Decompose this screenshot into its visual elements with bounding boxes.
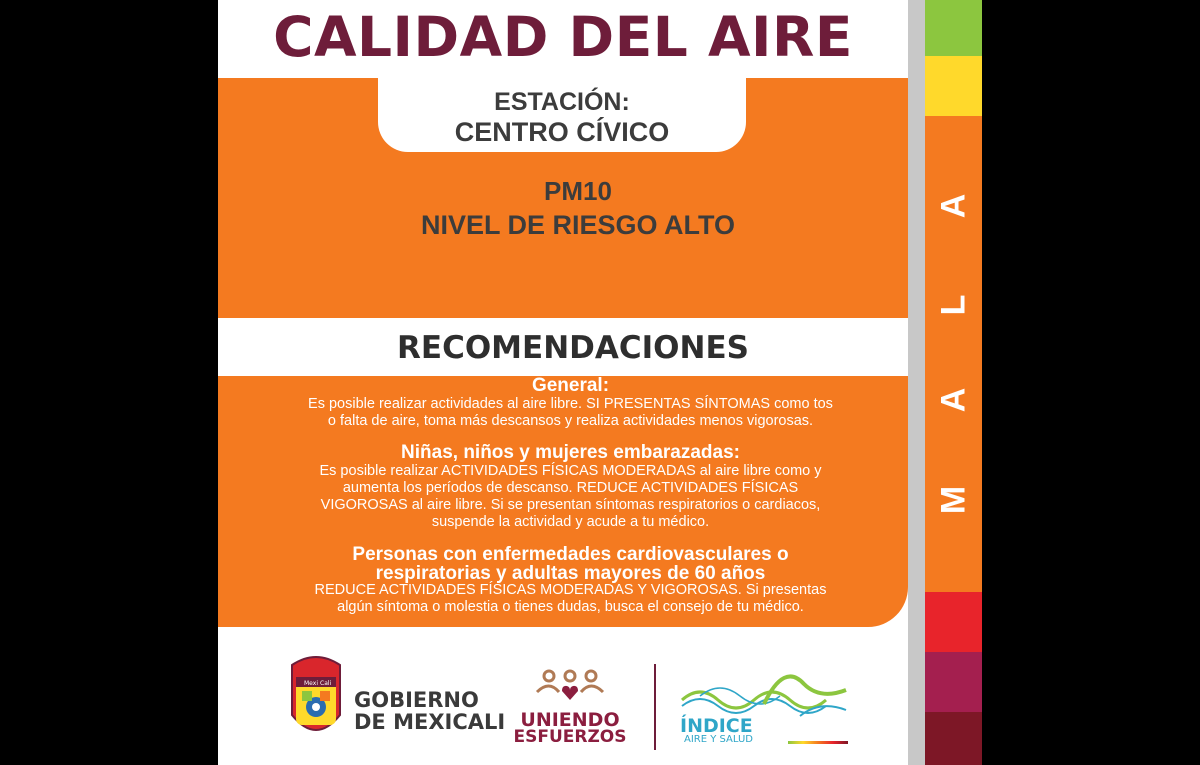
section-heading-general: General: xyxy=(531,375,610,396)
section-text-line: algún síntoma o molestia o tienes dudas, busca el consejo de tu médico. xyxy=(337,599,804,615)
footer-divider xyxy=(654,664,656,750)
uniendo-logo-line2: ESFUERZOS xyxy=(513,727,627,747)
station-name: CENTRO CÍVICO xyxy=(454,117,670,147)
section-text-line: Es posible realizar ACTIVIDADES FÍSICAS MODERADAS al aire libre como y xyxy=(319,463,822,479)
scale-letter: A xyxy=(934,387,973,413)
section-heading-children: Niñas, niños y mujeres embarazadas: xyxy=(401,442,740,463)
gobierno-logo-line2: DE MEXICALI xyxy=(354,710,506,734)
section-text-line: VIGOROSAS al aire libre. Si se presentan síntomas respiratorios o cardiacos, xyxy=(320,497,821,513)
mexicali-seal-logo xyxy=(282,655,350,745)
scale-segment-extreme xyxy=(925,652,982,712)
scale-segment-good xyxy=(925,0,982,56)
scale-segment-very-bad xyxy=(925,592,982,652)
pollutant-label: PM10 xyxy=(544,176,612,206)
scale-letter: L xyxy=(934,294,973,316)
scale-segment-acceptable xyxy=(925,56,982,116)
scale-letter: A xyxy=(934,193,973,219)
section-heading-elderly-2: respiratorias y adultas mayores de 60 años xyxy=(375,563,766,584)
uniendo-logo-line1: UNIENDO xyxy=(520,709,620,731)
recommendations-title: RECOMENDACIONES xyxy=(397,330,749,366)
section-text-line: aumenta los períodos de descanso. REDUCE ACTIVIDADES FÍSICAS xyxy=(342,480,799,496)
section-text-line: REDUCE ACTIVIDADES FÍSICAS MODERADAS Y VIGOROSAS. Si presentas xyxy=(314,582,827,598)
seal-text-mexi: Mexi xyxy=(304,680,318,687)
section-heading-elderly: Personas con enfermedades cardiovasculares o xyxy=(352,544,789,565)
poster-title: CALIDAD DEL AIRE xyxy=(273,5,853,69)
gobierno-logo-line1: GOBIERNO xyxy=(354,688,479,712)
scale-label xyxy=(925,180,982,540)
uniendo-esfuerzos-icon xyxy=(533,668,607,708)
indice-logo-subtitle: AIRE Y SALUD xyxy=(684,734,753,745)
seal-text-cali: Cali xyxy=(320,680,332,687)
scale-segment-hazard xyxy=(925,712,982,765)
section-text-line: suspende la actividad y acude a tu médico. xyxy=(431,514,710,530)
risk-level: NIVEL DE RIESGO ALTO xyxy=(420,210,736,240)
section-text-line: Es posible realizar actividades al aire libre. SI PRESENTAS SÍNTOMAS como tos xyxy=(308,396,833,412)
grey-strip xyxy=(908,0,925,765)
indice-logo-title: ÍNDICE xyxy=(680,715,753,737)
air-quality-poster xyxy=(218,0,908,765)
indice-scale-bar xyxy=(788,741,848,744)
scale-letter: M xyxy=(934,485,973,515)
section-text-line: o falta de aire, toma más descansos y realiza actividades menos vigorosas. xyxy=(327,413,814,429)
station-label: ESTACIÓN: xyxy=(494,88,630,116)
